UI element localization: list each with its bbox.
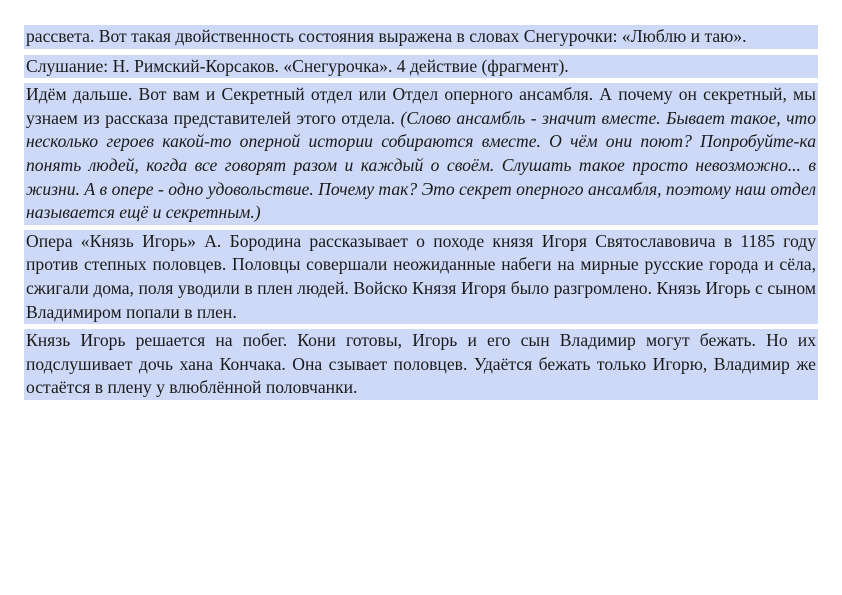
paragraph-secret-department: [24, 83, 818, 225]
paragraph-prince-igor-opera: Опера «Князь Игорь» А. Бородина рассказывает о походе князя Игоря Святославовича в 1185 году против степных половцев. Половцы совершали неожиданные набеги на мирные русские города и сёла, сжигали дома, поля уводили в плен людей. Войско Князя Игоря было разгромлено. Князь Игорь с сыном Владимиром попали в плен.: [24, 230, 818, 324]
paragraph-prince-igor-escape: Князь Игорь решается на побег. Кони готовы, Игорь и его сын Владимир могут бежать. Но их подслушивает дочь хана Кончака. Она сзывает половцев. Удаётся бежать только Игорю, Владимир же остаётся в плену у влюблённой половчанки.: [24, 329, 818, 400]
document-page: [24, 25, 818, 400]
paragraph-secret-department-italic: (Слово ансамбль - значит вместе. Бывает такое, что несколько героев какой-то оперной истории собираются вместе. О чём они поют? Попробуйте-ка понять людей, когда все говорят разом и каждый о своём. Слушать такое просто невозможно... в жизни. А в опере - одно удовольствие. Почему так? Это секрет оперного ансамбля, поэтому наш отдел называется ещё и секретным.): [26, 107, 816, 223]
paragraph-listening-rimsky-korsakov: Слушание: Н. Римский-Корсаков. «Снегурочка». 4 действие (фрагмент).: [24, 55, 818, 79]
paragraph-secret-department-plain: Идём дальше. Вот вам и Секретный отдел или Отдел оперного ансамбля. А почему он секретный, мы узнаем из рассказа представителей этого отдела.: [26, 84, 816, 128]
paragraph-snegurochka-duality: рассвета. Вот такая двойственность состояния выражена в словах Снегурочки: «Люблю и таю».: [24, 25, 818, 49]
